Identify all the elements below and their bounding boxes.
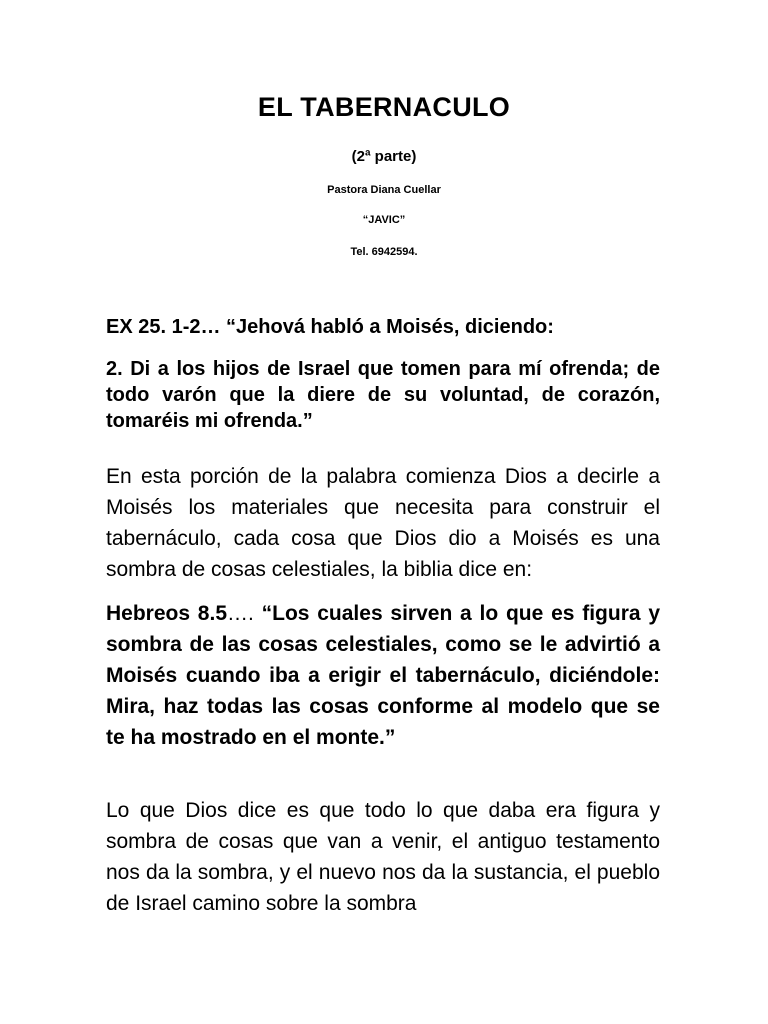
document-subtitle: (2ª parte) [351, 148, 417, 165]
scripture-reference-line: EX 25. 1-2… “Jehová habló a Moisés, diciendo: [106, 316, 554, 338]
hebreos-reference: Hebreos 8.5 [106, 602, 228, 625]
hebreos-ellipsis: …. [227, 602, 254, 625]
body-paragraph-1: En esta porción de la palabra comienza Dios a decirle a Moisés los materiales que necesita para construir el tabernáculo, cada cosa que Dios dio a Moisés es una sombra de cosas celestiales, la biblia dice en: [106, 465, 660, 581]
organization-name: “JAVIC” [362, 214, 406, 226]
author-name: Pastora Diana Cuellar [327, 184, 441, 196]
scripture-verse-2: 2. Di a los hijos de Israel que tomen para mí ofrenda; de todo varón que la diere de su voluntad, de corazón, tomaréis mi ofrenda.” [106, 358, 660, 432]
body-paragraph-2: Lo que Dios dice es que todo lo que daba era figura y sombra de cosas que van a venir, el antiguo testamento nos da la sombra, y el nuevo nos da la sustancia, el pueblo de Israel camino sobre la sombra [106, 799, 660, 915]
hebreos-quote-block [106, 598, 660, 753]
phone-number: Tel. 6942594. [350, 246, 418, 258]
document-title: EL TABERNACULO [257, 92, 511, 122]
hebreos-quote-text: “Los cuales sirven a lo que es figura y sombra de las cosas celestiales, como se le advirtió a Moisés cuando iba a erigir el tabernáculo, diciéndole: Mira, haz todas las cosas conforme al modelo que se te ha mostrado en el monte.” [106, 602, 660, 749]
